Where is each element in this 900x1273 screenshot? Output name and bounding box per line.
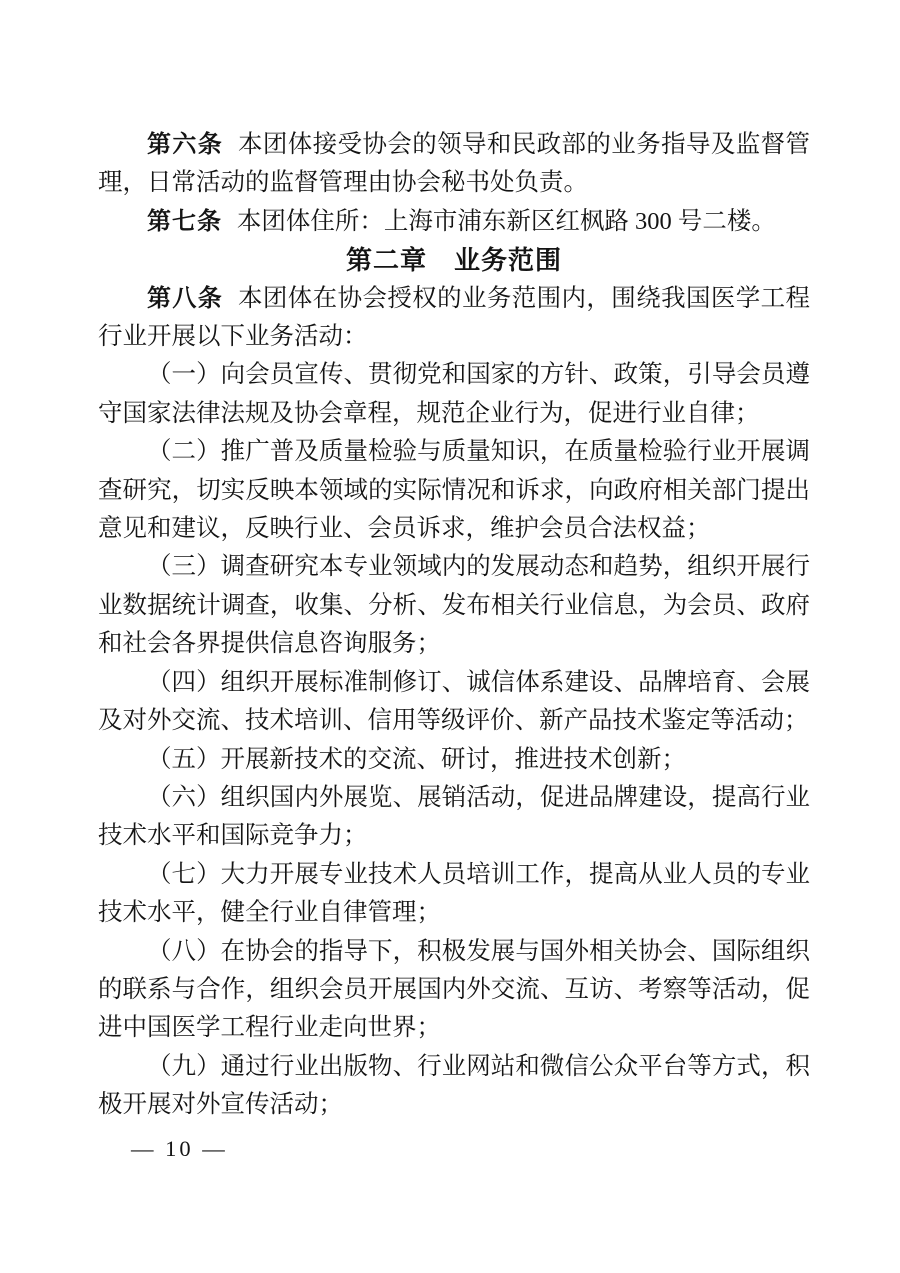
clause-item-7: （七）大力开展专业技术人员培训工作，提高从业人员的专业技术水平，健全行业自律管理；	[98, 860, 810, 927]
paragraph-article-8	[98, 280, 810, 357]
clause-item-2: （二）推广普及质量检验与质量知识，在质量检验行业开展调查研究，切实反映本领域的实际情况和诉求，向政府相关部门提出意见和建议，反映行业、会员诉求，维护会员合法权益；	[98, 438, 810, 543]
chapter-heading: 第二章 业务范围	[345, 245, 562, 276]
paragraph-article-7	[98, 203, 810, 241]
clause-item-6: （六）组织国内外展览、展销活动，促进品牌建设，提高行业技术水平和国际竞争力；	[98, 783, 810, 850]
clause-item-8: （八）在协会的指导下，积极发展与国外相关协会、国际组织的联系与合作，组织会员开展国内外交流、互访、考察等活动，促进中国医学工程行业走向世界；	[98, 937, 810, 1042]
clause-item-5: （五）开展新技术的交流、研讨，推进技术创新；	[147, 745, 686, 773]
article-6-number: 第六条	[147, 131, 224, 158]
article-7-text: 本团体住所：上海市浦东新区红枫路 300 号二楼。	[236, 207, 776, 235]
article-8-number: 第八条	[147, 284, 224, 312]
clause-item-3: （三）调查研究本专业领域内的发展动态和趋势，组织开展行业数据统计调查，收集、分析、发布相关行业信息，为会员、政府和社会各界提供信息咨询服务；	[98, 553, 810, 658]
page-number: — 10 —	[131, 1136, 228, 1161]
clause-item-4: （四）组织开展标准制修订、诚信体系建设、品牌培育、会展及对外交流、技术培训、信用等级评价、新产品技术鉴定等活动；	[98, 668, 810, 735]
document-content	[98, 126, 810, 1125]
clause-item-1: （一）向会员宣传、贯彻党和国家的方针、政策，引导会员遵守国家法律法规及协会章程，规范企业行为，促进行业自律；	[98, 361, 810, 427]
article-8-text: 本团体在协会授权的业务范围内，围绕我国医学工程行业开展以下业务活动：	[98, 284, 810, 351]
article-7-number: 第七条	[147, 207, 222, 235]
article-6-text: 本团体接受协会的领导和民政部的业务指导及监督管理，日常活动的监督管理由协会秘书处负责。	[98, 131, 810, 197]
clause-item-9: （九）通过行业出版物、行业网站和微信公众平台等方式，积极开展对外宣传活动；	[98, 1052, 810, 1119]
paragraph-article-6	[98, 126, 810, 203]
